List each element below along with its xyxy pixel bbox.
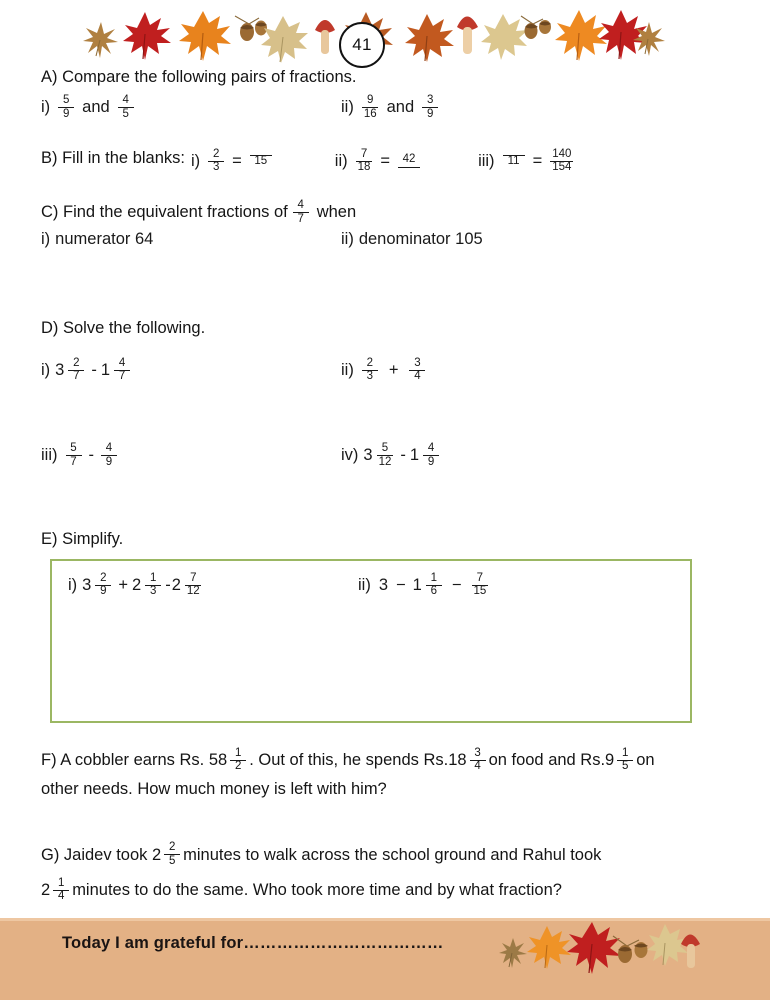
section-b-item-iii [478, 149, 576, 174]
operator: − [451, 575, 462, 594]
whole-number: 1 [409, 446, 420, 465]
section-c-title-row [0, 200, 770, 225]
fraction: $\frac{4}{7}$ [114, 358, 130, 383]
operator: + [118, 575, 128, 594]
section-d-row-1 [0, 358, 770, 383]
operator: - [91, 360, 97, 379]
item-label: ii) [341, 98, 354, 117]
section-f [0, 748, 770, 773]
item-label: iv) [341, 446, 359, 465]
section-d-title: D) Solve the following. [41, 319, 206, 338]
item-label: ii) [334, 151, 348, 170]
operator: - [165, 575, 171, 594]
whole-number: 1 [412, 575, 422, 594]
fraction-blank: 42 [398, 154, 420, 168]
section-c-title-before: C) Find the equivalent fractions of [41, 203, 288, 222]
item-label: i) [41, 98, 51, 117]
whole-number: 3 [82, 575, 92, 594]
equals-sign: = [232, 151, 242, 170]
section-d-item-i [41, 358, 341, 383]
fraction: $\frac{4}{9}$ [101, 443, 117, 468]
operator: - [88, 446, 94, 465]
fraction: $\frac{3}{9}$ [422, 95, 438, 120]
section-g [0, 842, 770, 867]
section-e-item-i [68, 573, 358, 598]
section-f-text-2: . Out of this, he spends Rs.18 [249, 751, 467, 770]
section-g-line2 [0, 878, 770, 903]
header-decoration-band [0, 6, 770, 68]
section-e-answer-box[interactable] [50, 559, 692, 723]
section-b [0, 149, 770, 174]
section-f-text-4: on [636, 751, 655, 770]
connector: and [386, 98, 415, 117]
operator: − [396, 575, 406, 594]
fraction: $\frac{1}{5}$ [617, 748, 633, 773]
section-b-item-ii [335, 149, 423, 174]
section-e-item-ii [358, 573, 491, 598]
fraction: $\frac{140}{154}$ [552, 147, 572, 174]
whole-number: 1 [100, 360, 111, 379]
fraction: $\frac{7}{12}$ [186, 571, 200, 598]
fraction: $\frac{4}{5}$ [118, 95, 134, 120]
fraction: $\frac{5}{12}$ [378, 441, 392, 468]
section-a-title: A) Compare the following pairs of fractions. [41, 68, 357, 86]
section-a-item-ii [341, 95, 742, 120]
footer-banner [0, 918, 770, 1000]
whole-number: 2 [171, 575, 181, 594]
item-label: ii) [341, 360, 354, 379]
fraction-blank: 11 [503, 154, 525, 168]
whole-number: 2 [132, 575, 142, 594]
fraction: $\frac{4}{7}$ [293, 200, 309, 225]
section-f-text-1: F) A cobbler earns Rs. 58 [41, 751, 228, 770]
section-g-text-1: G) Jaidev took 2 [41, 845, 162, 864]
item-label: i) [41, 230, 51, 249]
section-a-items [0, 95, 770, 120]
fraction: $\frac{2}{3}$ [208, 149, 224, 174]
fraction: $\frac{1}{2}$ [230, 748, 246, 773]
item-label: i) [190, 151, 201, 170]
fraction: $\frac{3}{4}$ [409, 358, 425, 383]
item-label: i) [68, 575, 78, 594]
equals-sign: = [380, 151, 391, 170]
item-label: ii) [358, 575, 371, 594]
fraction: $\frac{1}{3}$ [145, 573, 161, 598]
item-label: iii) [41, 446, 58, 465]
fraction: $\frac{2}{9}$ [95, 573, 111, 598]
section-e-title: E) Simplify. [41, 530, 124, 549]
whole-number: 3 [55, 360, 65, 379]
item-label: i) [41, 360, 51, 379]
operator: - [400, 446, 406, 465]
page-number-badge: 41 [339, 22, 385, 68]
section-g-text-2: minutes to walk across the school ground and Rahul took [183, 845, 602, 864]
section-e-answer-region [0, 559, 770, 731]
section-f-line2: other needs. How much money is left with him? [41, 779, 387, 798]
section-d-row-2 [0, 443, 770, 468]
operator: + [388, 360, 399, 379]
item-text: denominator 105 [358, 230, 483, 249]
section-d-item-iii [41, 443, 341, 468]
fraction: $\frac{5}{9}$ [58, 95, 74, 120]
footer-autumn-leaves-icon [495, 920, 710, 982]
fraction: $\frac{1}{6}$ [426, 573, 442, 598]
fraction: $\frac{7}{15}$ [473, 571, 487, 598]
fraction: $\frac{3}{4}$ [470, 748, 486, 773]
whole-number: 3 [378, 575, 389, 594]
fraction: $\frac{9}{16}$ [363, 94, 377, 120]
section-a-item-i [41, 95, 341, 120]
section-f-text-3: on food and Rs.9 [488, 751, 615, 770]
section-g-line2-text-2: minutes to do the same. Who took more time and by what fraction? [72, 881, 562, 900]
fraction: $\frac{2}{3}$ [362, 358, 378, 383]
gratitude-prompt[interactable]: Today I am grateful for……………………………… [62, 934, 444, 952]
whole-number: 3 [363, 446, 373, 465]
equals-sign: = [532, 151, 543, 170]
fraction: $\frac{2}{5}$ [164, 842, 180, 867]
item-label: ii) [341, 230, 354, 249]
fraction: $\frac{4}{9}$ [423, 443, 439, 468]
section-d-item-iv [341, 443, 742, 468]
fraction-blank: 15 [250, 154, 272, 168]
section-b-title: B) Fill in the blanks: [41, 148, 185, 167]
connector: and [82, 98, 110, 117]
worksheet-content [0, 66, 770, 903]
section-b-item-i [191, 149, 275, 174]
fraction: $\frac{2}{7}$ [68, 358, 84, 383]
fraction: $\frac{5}{7}$ [66, 443, 82, 468]
section-c-item-ii [341, 230, 742, 249]
section-c-title-after: when [316, 203, 357, 222]
section-d-item-ii [341, 358, 742, 383]
item-text: numerator 64 [55, 230, 154, 249]
item-label: iii) [478, 151, 495, 170]
fraction: $\frac{7}{18}$ [357, 147, 371, 174]
fraction: $\frac{1}{4}$ [53, 878, 69, 903]
section-g-line2-text-1: 2 [41, 881, 51, 900]
section-c-item-i [41, 230, 341, 249]
section-c-items [0, 230, 770, 249]
